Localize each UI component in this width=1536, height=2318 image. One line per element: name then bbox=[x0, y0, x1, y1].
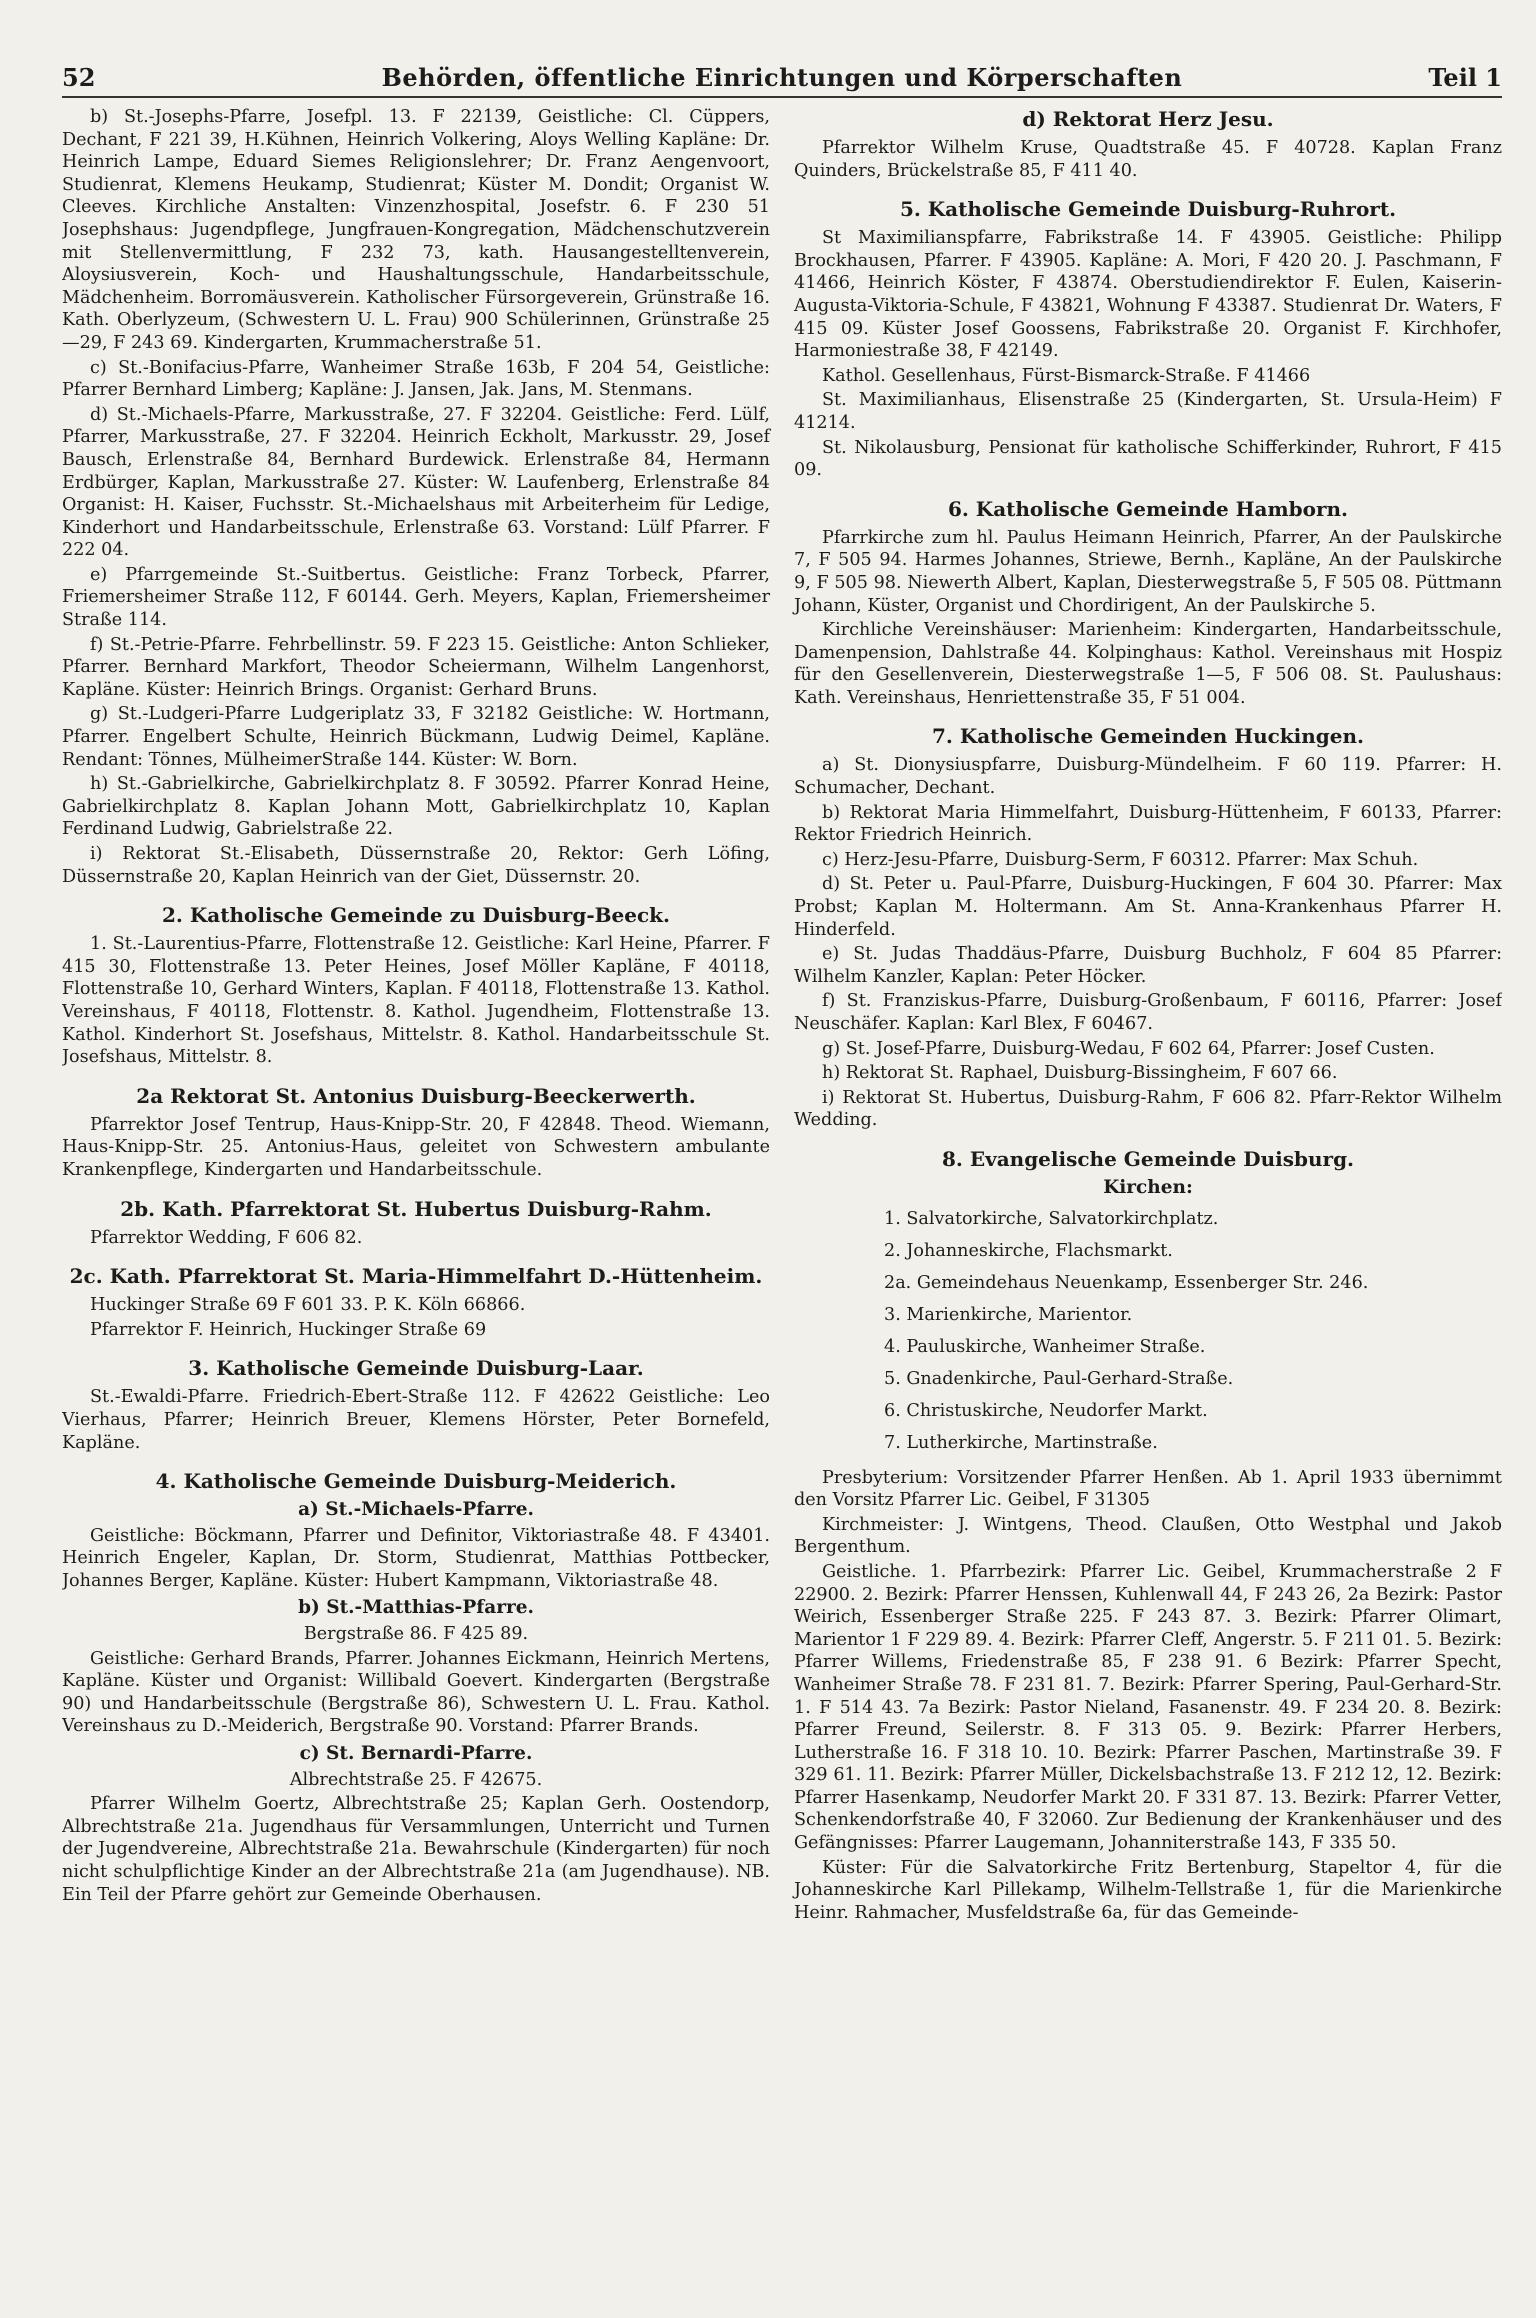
paragraph: i) Rektorat St.-Elisabeth, Düssernstraße 20, Rektor: Gerh Löfing, Düssernstraße 20, Kaplan Heinrich van der Giet, Düssernstr. 20. bbox=[62, 844, 770, 887]
paragraph: Pfarrektor Wedding, F 606 82. bbox=[90, 1227, 363, 1248]
paragraph: h) Rektorat St. Raphael, Duisburg-Bissingheim, F 607 66. bbox=[822, 1063, 1338, 1084]
church-list-item: 4. Pauluskirche, Wanheimer Straße. bbox=[884, 1336, 1206, 1357]
paragraph: g) St. Josef-Pfarre, Duisburg-Wedau, F 602 64, Pfarrer: Josef Custen. bbox=[822, 1038, 1435, 1059]
paragraph: Geistliche: Böckmann, Pfarrer und Definitor, Viktoriastraße 48. F 43401. Heinrich Engeler, Kaplan, Dr. Storm, Studienrat, Matthias Pottbecker, Johannes Berger, Kapläne. Küster: Hubert Kampmann, Viktoriastraße 48. bbox=[62, 1525, 770, 1591]
paragraph: 1. St.-Laurentius-Pfarre, Flottenstraße 12. Geistliche: Karl Heine, Pfarrer. F 415 30, Flottenstraße 13. Peter Heines, Josef Möller Kapläne, F 40118, Flottenstraße 10, Gerhard Winters, Kaplan. F 40118, Flottenstraße 13. Kathol. Vereinshaus, F 40118, Flottenstr. 8. Kathol. Jugendheim, Flottenstraße 13. Kathol. Kinderhort St. Josefshaus, Mittelstr. 8. Kathol. Handarbeitsschule St. Josefshaus, Mittelstr. 8. bbox=[62, 934, 770, 1068]
paragraph: a) St. Dionysiuspfarre, Duisburg-Mündelheim. F 60 119. Pfarrer: H. Schumacher, Dechant. bbox=[794, 755, 1502, 799]
section-heading: 6. Katholische Gemeinde Hamborn. bbox=[947, 496, 1349, 521]
paragraph: i) Rektorat St. Hubertus, Duisburg-Rahm, F 606 82. Pfarr-Rektor Wilhelm Wedding. bbox=[794, 1087, 1502, 1131]
church-list bbox=[884, 1203, 1502, 1459]
page-part: Teil 1 bbox=[1428, 62, 1502, 92]
section-heading: 8. Evangelische Gemeinde Duisburg. bbox=[941, 1146, 1355, 1171]
page-title: Behörden, öffentliche Einrichtungen und Körperschaften bbox=[381, 62, 1183, 92]
section-heading: 4. Katholische Gemeinde Duisburg-Meiderich. bbox=[155, 1469, 677, 1494]
subsection-heading: Kirchen: bbox=[1103, 1176, 1193, 1198]
paragraph: Pfarrektor Wilhelm Kruse, Quadtstraße 45. F 40728. Kaplan Franz Quinders, Brückelstraße 85, F 411 40. bbox=[794, 138, 1502, 181]
paragraph: Geistliche: Gerhard Brands, Pfarrer. Johannes Eickmann, Heinrich Mertens, Kapläne. Küster und Organist: Willibald Goevert. Kindergarten (Bergstraße 90) und Handarbeitsschule (Bergstraße 86), Schwestern U. L. Frau. Kathol. Vereinshaus zu D.-Meiderich, Bergstraße 90. Vorstand: Pfarrer Brands. bbox=[62, 1648, 770, 1737]
paragraph: d) St. Peter u. Paul-Pfarre, Duisburg-Huckingen, F 604 30. Pfarrer: Max Probst; Kaplan M. Holtermann. Am St. Anna-Krankenhaus Pfarrer H. Hinderfeld. bbox=[794, 874, 1502, 940]
paragraph: c) Herz-Jesu-Pfarre, Duisburg-Serm, F 60312. Pfarrer: Max Schuh. bbox=[822, 849, 1419, 870]
section-heading: 7. Katholische Gemeinden Huckingen. bbox=[931, 724, 1365, 749]
paragraph: d) St.-Michaels-Pfarre, Markusstraße, 27. F 32204. Geistliche: Ferd. Lülf, Pfarrer, Markusstraße, 27. F 32204. Heinrich Eckholt, Markusstr. 29, Josef Bausch, Erlenstraße 84, Bernhard Burdewick. Erlenstraße 84, Hermann Erdbürger, Kaplan, Markusstraße 27. Küster: W. Laufenberg, Erlenstraße 84 Organist: H. Kaiser, Fuchsstr. St.-Michaelshaus mit Arbeiterheim für Ledige, Kinderhort und Handarbeitsschule, Erlenstraße 63. Vorstand: Lülf Pfarrer. F 222 04. bbox=[62, 404, 770, 561]
page-number: 52 bbox=[62, 62, 96, 92]
subsection-heading: b) St.-Matthias-Pfarre. bbox=[298, 1597, 534, 1619]
paragraph: Pfarrektor F. Heinrich, Huckinger Straße 69 bbox=[90, 1319, 487, 1340]
paragraph: e) St. Judas Thaddäus-Pfarre, Duisburg Buchholz, F 604 85 Pfarrer: Wilhelm Kanzler, Kaplan: Peter Höcker. bbox=[794, 944, 1502, 987]
paragraph: Kirchmeister: J. Wintgens, Theod. Claußen, Otto Westphal und Jakob Bergenthum. bbox=[794, 1514, 1502, 1558]
paragraph: Huckinger Straße 69 F 601 33. P. K. Köln 66866. bbox=[90, 1295, 526, 1316]
columns bbox=[62, 106, 1502, 1926]
church-list-item: 7. Lutherkirche, Martinstraße. bbox=[884, 1432, 1158, 1453]
subsection-heading: a) St.-Michaels-Pfarre. bbox=[298, 1499, 534, 1521]
church-list-item: 6. Christuskirche, Neudorfer Markt. bbox=[884, 1400, 1208, 1421]
paragraph: Kirchliche Vereinshäuser: Marienheim: Kindergarten, Handarbeitsschule, Damenpension, Dahlstraße 44. Kolpinghaus: Kathol. Vereinshaus mit Hospiz für den Gesellenverein, Diesterwegstraße 1—5, F 506 08. St. Paulushaus: Kath. Vereinshaus, Henriettenstraße 35, F 51 004. bbox=[794, 620, 1502, 708]
section-heading: 3. Katholische Gemeinde Duisburg-Laar. bbox=[188, 1356, 644, 1381]
paragraph: h) St.-Gabrielkirche, Gabrielkirchplatz 8. F 30592. Pfarrer Konrad Heine, Gabrielkirchplatz 8. Kaplan Johann Mott, Gabrielkirchplatz 10, Kaplan Ferdinand Ludwig, Gabrielstraße 22. bbox=[62, 774, 770, 840]
section-heading: 2c. Kath. Pfarrektorat St. Maria-Himmelfahrt D.-Hüttenheim. bbox=[69, 1264, 763, 1289]
newspaper-page bbox=[62, 58, 1502, 2308]
address-line: Albrechtstraße 25. F 42675. bbox=[289, 1769, 543, 1790]
paragraph: Pfarrkirche zum hl. Paulus Heimann Heinrich, Pfarrer, An der Paulskirche 7, F 505 94. Harmes Johannes, Striewe, Bernh., Kapläne, An der Paulskirche 9, F 505 98. Niewerth Albert, Kaplan, Diesterwegstraße 5, F 505 08. Püttmann Johann, Küster, Organist und Chordirigent, An der Paulskirche 5. bbox=[794, 527, 1502, 616]
paragraph: Kathol. Gesellenhaus, Fürst-Bismarck-Straße. F 41466 bbox=[822, 365, 1311, 386]
section-heading: 2a Rektorat St. Antonius Duisburg-Beeckerwerth. bbox=[136, 1083, 696, 1108]
section-heading: d) Rektorat Herz Jesu. bbox=[1022, 107, 1274, 131]
paragraph: c) St.-Bonifacius-Pfarre, Wanheimer Straße 163b, F 204 54, Geistliche: Pfarrer Bernhard Limberg; Kapläne: J. Jansen, Jak. Jans, M. Stenmans. bbox=[62, 357, 770, 401]
paragraph: Pfarrektor Josef Tentrup, Haus-Knipp-Str. 20, F 42848. Theod. Wiemann, Haus-Knipp-Str. 25. Antonius-Haus, geleitet von Schwestern ambulante Krankenpflege, Kindergarten und Handarbeitsschule. bbox=[62, 1114, 770, 1180]
church-list-item: 5. Gnadenkirche, Paul-Gerhard-Straße. bbox=[884, 1368, 1234, 1389]
address-line: Bergstraße 86. F 425 89. bbox=[303, 1624, 529, 1645]
paragraph: f) St. Franziskus-Pfarre, Duisburg-Großenbaum, F 60116, Pfarrer: Josef Neuschäfer. Kaplan: Karl Blex, F 60467. bbox=[794, 991, 1502, 1034]
paragraph: b) St.-Josephs-Pfarre, Josefpl. 13. F 22139, Geistliche: Cl. Cüppers, Dechant, F 221 39, H.Kühnen, Heinrich Volkering, Aloys Welling Kapläne: Dr. Heinrich Lampe, Eduard Siemes Religionslehrer; Dr. Franz Aengenvoort, Studienrat, Klemens Heukamp, Studienrat; Küster M. Dondit; Organist W. Cleeves. Kirchliche Anstalten: Vinzenzhospital, Josefstr. 6. F 230 51 Josephshaus: Jugendpflege, Jungfrauen-Kongregation, Mädchenschutzverein mit Stellenvermittlung, F 232 73, kath. Hausangestelltenverein, Aloysiusverein, Koch- und Haushaltungsschule, Handarbeitsschule, Mädchenheim. Borromäusverein. Katholischer Fürsorgeverein, Grünstraße 16. Kath. Oberlyzeum, (Schwestern U. L. Frau) 900 Schülerinnen, Grünstraße 25—29, F 243 69. Kindergarten, Krummacherstraße 51. bbox=[62, 107, 770, 353]
paragraph: St. Nikolausburg, Pensionat für katholische Schifferkinder, Ruhrort, F 415 09. bbox=[794, 437, 1502, 481]
church-list-item: 2. Johanneskirche, Flachsmarkt. bbox=[884, 1240, 1173, 1261]
paragraph: St.-Ewaldi-Pfarre. Friedrich-Ebert-Straße 112. F 42622 Geistliche: Leo Vierhaus, Pfarrer; Heinrich Breuer, Klemens Hörster, Peter Bornefeld, Kapläne. bbox=[62, 1387, 770, 1453]
section-heading: 2b. Kath. Pfarrektorat St. Hubertus Duisburg-Rahm. bbox=[120, 1196, 712, 1221]
paragraph: St Maximilianspfarre, Fabrikstraße 14. F 43905. Geistliche: Philipp Brockhausen, Pfarrer. F 43905. Kapläne: A. Mori, F 420 20. J. Paschmann, F 41466, Heinrich Köster, F 43874. Oberstudiendirektor F. Eulen, Kaiserin-Augusta-Viktoria-Schule, F 43821, Wohnung F 43387. Studienrat Dr. Waters, F 415 09. Küster Josef Goossens, Fabrikstraße 20. Organist F. Kirchhofer, Harmoniestraße 38, F 42149. bbox=[794, 228, 1502, 362]
section-heading: 5. Katholische Gemeinde Duisburg-Ruhrort. bbox=[899, 197, 1397, 222]
page-header bbox=[62, 58, 1502, 98]
paragraph: f) St.-Petrie-Pfarre. Fehrbellinstr. 59. F 223 15. Geistliche: Anton Schlieker, Pfarrer. Bernhard Markfort, Theodor Scheiermann, Wilhelm Langenhorst, Kapläne. Küster: Heinrich Brings. Organist: Gerhard Bruns. bbox=[62, 634, 770, 700]
paragraph: Geistliche. 1. Pfarrbezirk: Pfarrer Lic. Geibel, Krummacherstraße 2 F 22900. 2. Bezirk: Pfarrer Henssen, Kuhlenwall 44, F 243 26, 2a Bezirk: Pastor Weirich, Essenberger Straße 225. F 243 87. 3. Bezirk: Pfarrer Olimart, Marientor 1 F 229 89. 4. Bezirk: Pfarrer Cleff, Angerstr. 5. F 211 01. 5. Bezirk: Pfarrer Willems, Friedenstraße 85, F 238 91. 6 Bezirk: Pfarrer Specht, Wanheimer Straße 78. F 231 81. 7. Bezirk: Pfarrer Spering, Paul-Gerhard-Str. 1. F 514 43. 7a Bezirk: Pastor Nieland, Fasanenstr. 49. F 234 20. 8. Bezirk: Pfarrer Freund, Seilerstr. 8. F 313 05. 9. Bezirk: Pfarrer Herbers, Lutherstraße 16. F 318 10. 10. Bezirk: Pfarrer Paschen, Martinstraße 39. F 329 61. 11. Bezirk: Pfarrer Müller, Dickelsbachstraße 13. F 212 12, 12. Bezirk: Pfarrer Hasenkamp, Neudorfer Markt 20. F 331 87. 13. Bezirk: Pfarrer Vetter, Schenkendorfstraße 40, F 32060. Zur Bedienung der Krankenhäuser und des Gefängnisses: Pfarrer Laugemann, Johanniterstraße 143, F 335 50. bbox=[794, 1561, 1502, 1854]
paragraph: Presbyterium: Vorsitzender Pfarrer Henßen. Ab 1. April 1933 übernimmt den Vorsitz Pfarrer Lic. Geibel, F 31305 bbox=[794, 1467, 1502, 1511]
paragraph: Pfarrer Wilhelm Goertz, Albrechtstraße 25; Kaplan Gerh. Oostendorp, Albrechtstraße 21a. Jugendhaus für Versammlungen, Unterricht und Turnen der Jugendvereine, Albrechtstraße 21a. Bewahrschule (Kindergarten) für noch nicht schulpflichtige Kinder an der Albrechtstraße 21a (am Jugendhause). NB. Ein Teil der Pfarre gehört zur Gemeinde Oberhausen. bbox=[62, 1794, 770, 1905]
paragraph: Küster: Für die Salvatorkirche Fritz Bertenburg, Stapeltor 4, für die Johanneskirche Karl Pillekamp, Wilhelm-Tellstraße 1, für die Marienkirche Heinr. Rahmacher, Musfeldstraße 6a, für das Gemeinde- bbox=[794, 1857, 1502, 1923]
section-heading: 2. Katholische Gemeinde zu Duisburg-Beeck. bbox=[162, 903, 670, 928]
church-list-item: 1. Salvatorkirche, Salvatorkirchplatz. bbox=[884, 1208, 1219, 1229]
paragraph: b) Rektorat Maria Himmelfahrt, Duisburg-Hüttenheim, F 60133, Pfarrer: Rektor Friedrich Heinrich. bbox=[794, 802, 1502, 846]
left-column bbox=[62, 106, 770, 1926]
paragraph: e) Pfarrgemeinde St.-Suitbertus. Geistliche: Franz Torbeck, Pfarrer, Friemersheimer Straße 112, F 60144. Gerh. Meyers, Kaplan, Friemersheimer Straße 114. bbox=[62, 564, 770, 631]
right-column bbox=[794, 106, 1502, 1926]
church-list-item: 3. Marienkirche, Marientor. bbox=[884, 1304, 1133, 1325]
subsection-heading: c) St. Bernardi-Pfarre. bbox=[299, 1743, 533, 1765]
church-list-item: 2a. Gemeindehaus Neuenkamp, Essenberger Str. 246. bbox=[884, 1272, 1369, 1293]
paragraph: g) St.-Ludgeri-Pfarre Ludgeriplatz 33, F 32182 Geistliche: W. Hortmann, Pfarrer. Engelbert Schulte, Heinrich Bückmann, Ludwig Deimel, Kapläne. Rendant: Tönnes, MülheimerStraße 144. Küster: W. Born. bbox=[62, 704, 770, 770]
paragraph: St. Maximilianhaus, Elisenstraße 25 (Kindergarten, St. Ursula-Heim) F 41214. bbox=[794, 390, 1502, 433]
